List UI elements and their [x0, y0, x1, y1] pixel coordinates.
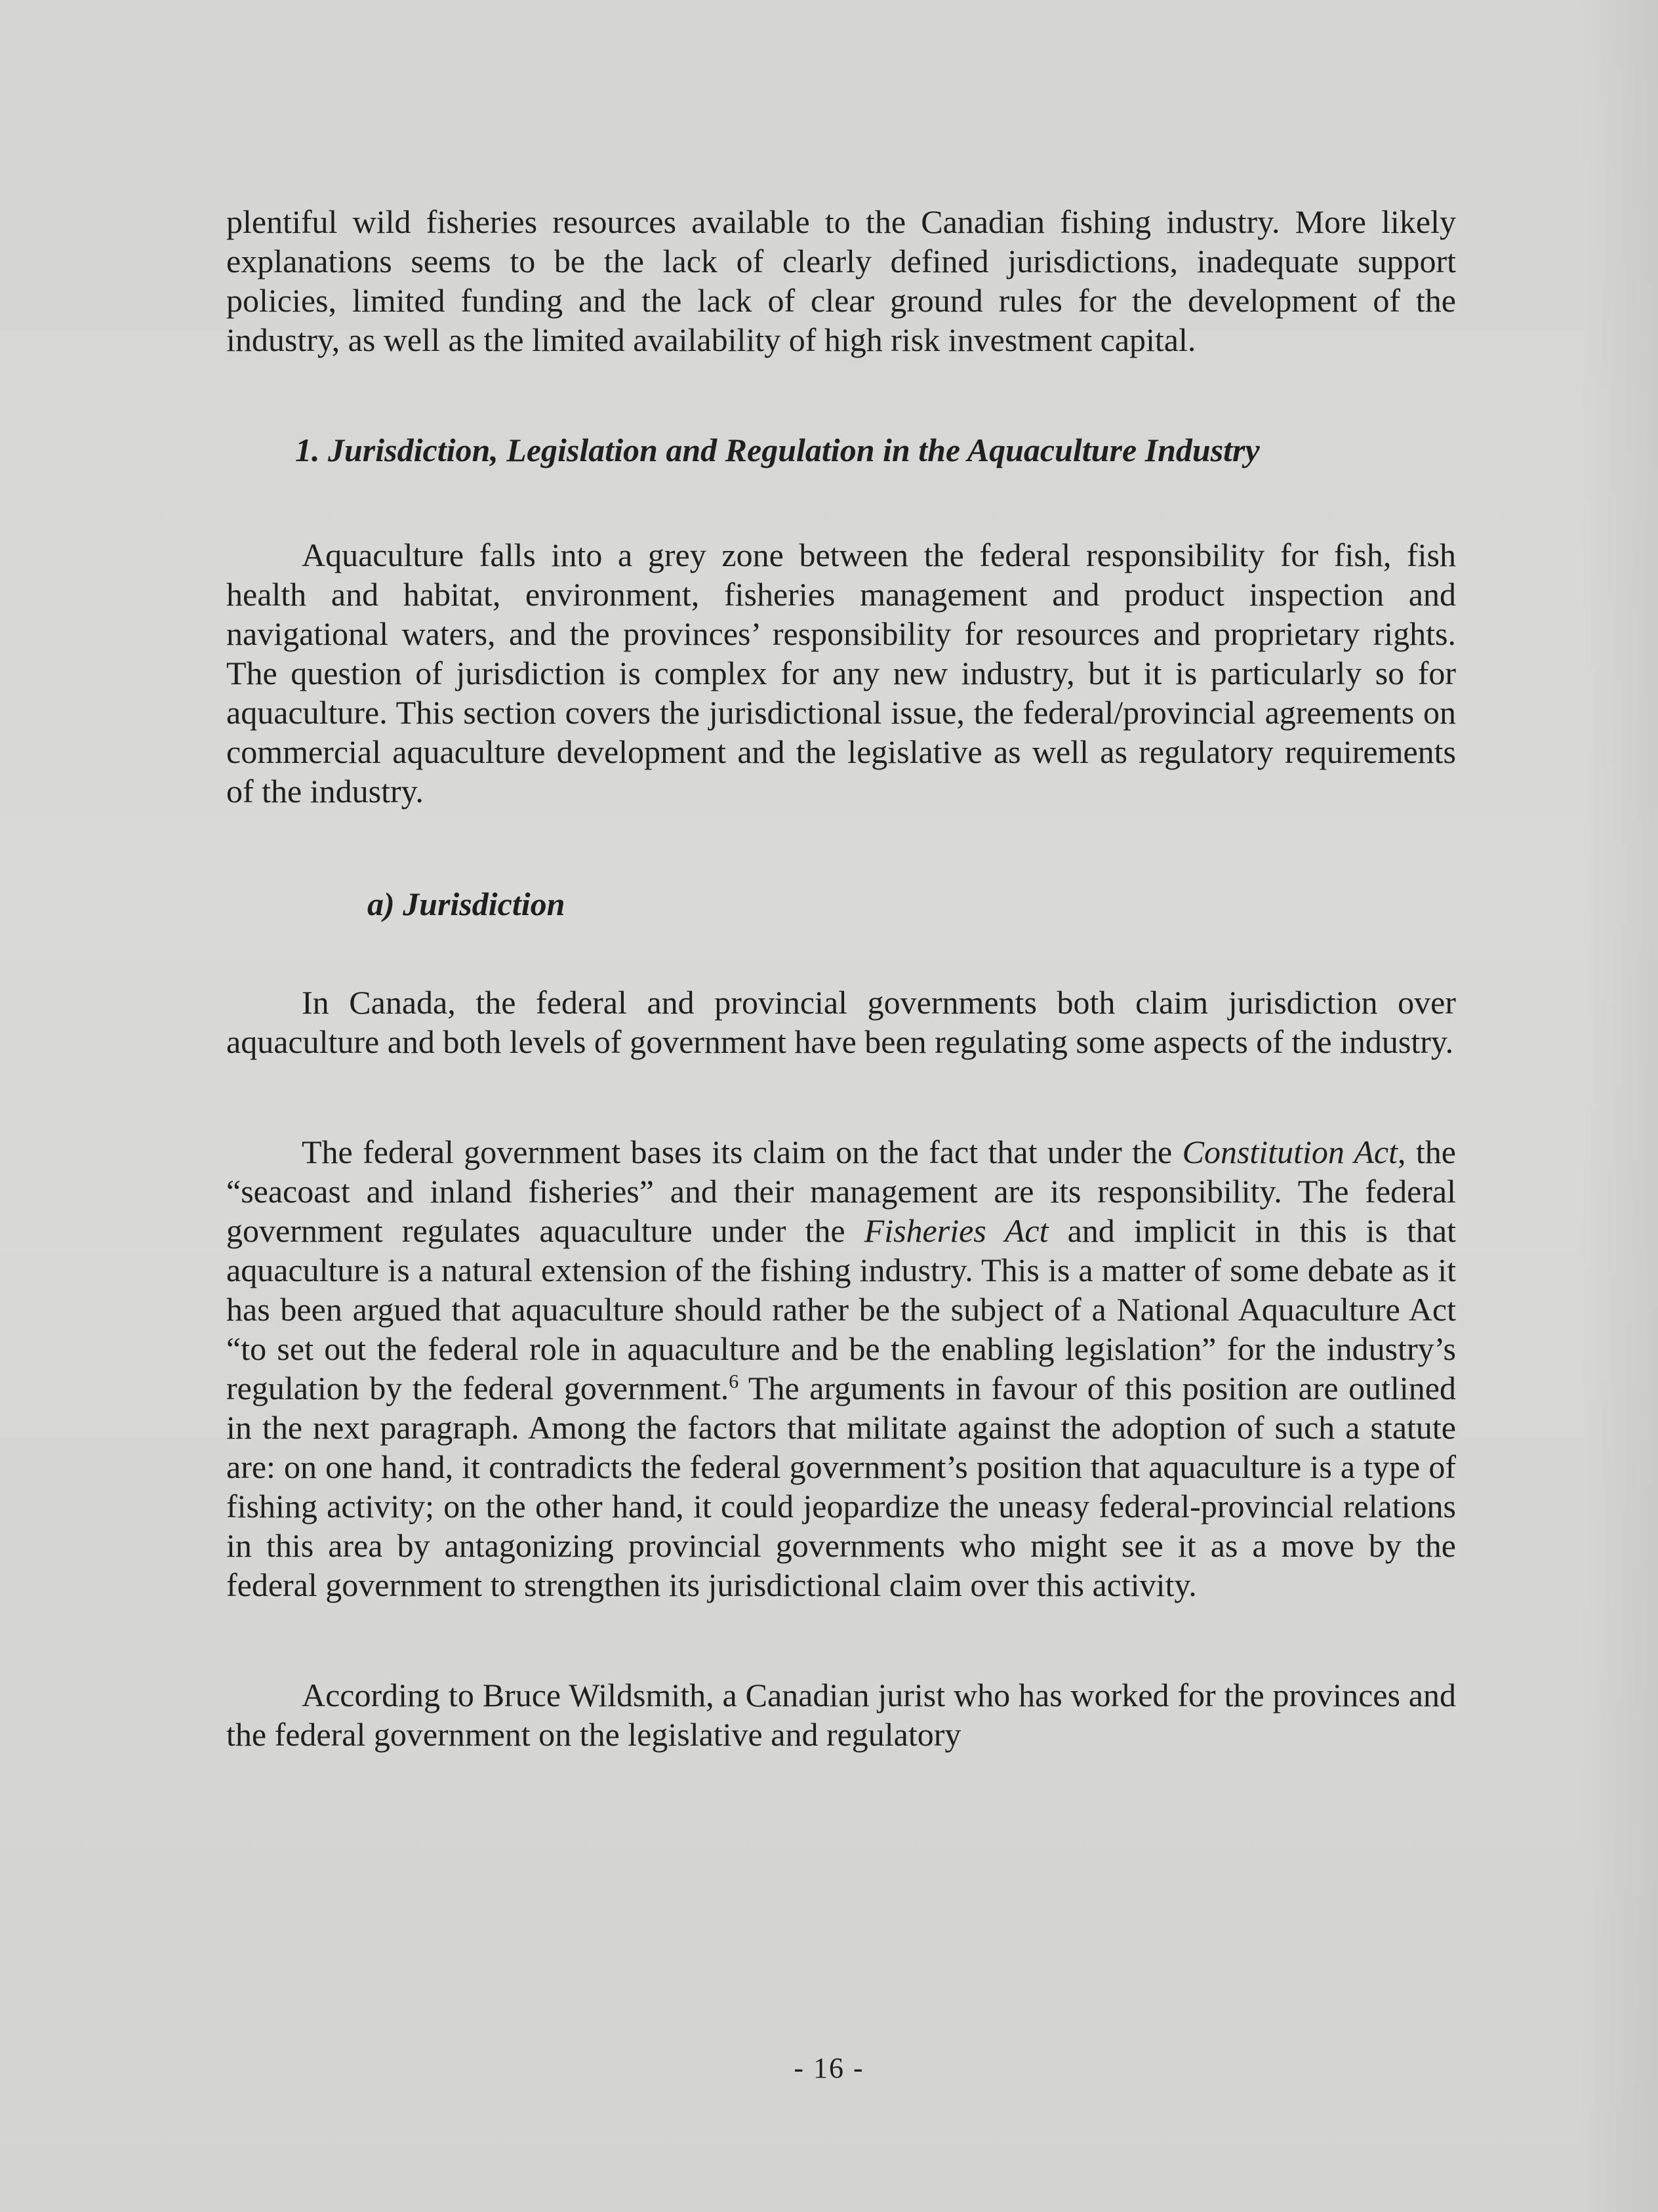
paragraph-both-claim: In Canada, the federal and provincial governments both claim jurisdiction over aquaculture and both levels of government have been regulating some aspects of the industry.	[226, 984, 1456, 1060]
paragraph-wildsmith: According to Bruce Wildsmith, a Canadian jurist who has worked for the provinces and the federal government on the legislative and regulatory	[226, 1677, 1456, 1753]
page-edge-shadow	[1579, 0, 1658, 2212]
subsection-heading: a) Jurisdiction	[367, 886, 565, 922]
paragraph-federal-claim	[226, 1132, 1456, 1605]
statute-name: Constitution Act	[1182, 1134, 1398, 1170]
statute-name: Fisheries Act	[864, 1212, 1049, 1249]
page-number: - 16 -	[794, 2052, 864, 2084]
section-heading: 1. Jurisdiction, Legislation and Regulation in the Aquaculture Industry	[295, 432, 1260, 468]
paragraph-continued: plentiful wild fisheries resources available to the Canadian fishing industry. More likely explanations seems to be the lack of clearly defined jurisdictions, inadequate support policies, limited funding and the lack of clear ground rules for the development of the industry, as well as the limited availability of high risk investment capital.	[226, 203, 1456, 358]
paragraph-text: The arguments in favour of this position are outlined in the next paragraph. Among the factors that militate against the adoption of such a statute are: on one hand, it contradicts the federal government’s position that aquaculture is a type of fishing activity; on the other hand, it could jeopardize the uneasy federal-provincial relations in this area by antagonizing provincial governments who might see it as a move by the federal government to strengthen its jurisdictional claim over this activity.	[226, 1370, 1456, 1603]
footnote-marker: 6	[729, 1370, 739, 1393]
paragraph-grey-zone: Aquaculture falls into a grey zone between the federal responsibility for fish, fish health and habitat, environment, fisheries management and product inspection and navigational waters, and the provinces’ responsibility for resources and proprietary rights. The question of jurisdiction is complex for any new industry, but it is particularly so for aquaculture. This section covers the jurisdictional issue, the federal/provincial agreements on commercial aquaculture development and the legislative as well as regulatory requirements of the industry.	[226, 537, 1456, 809]
page-body	[226, 202, 1456, 1754]
paragraph-text: , the “seacoast and inland fisheries” and their management are its responsibility. The federal government regulates aquaculture under the	[226, 1134, 1456, 1249]
paragraph-text: and implicit in this is that aquaculture is a natural extension of the fishing industry. This is a matter of some debate as it has been argued that aquaculture should rather be the subject of a National Aquaculture Act “to set out the federal role in aquaculture and be the enabling legislation” for the industry’s regulation by the federal government.	[226, 1212, 1456, 1406]
paragraph-text: The federal government bases its claim on the fact that under the	[302, 1134, 1183, 1170]
